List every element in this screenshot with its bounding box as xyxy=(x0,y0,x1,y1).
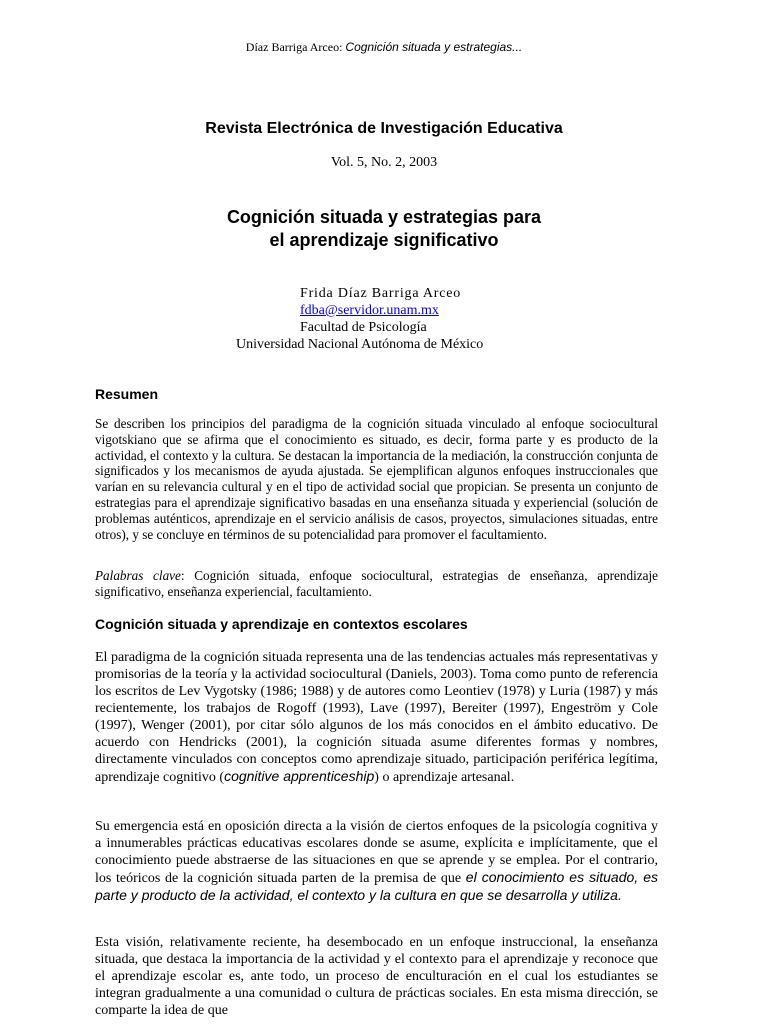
paragraph-1-tail: ) o aprendizaje artesanal. xyxy=(374,770,515,785)
paragraph-2-quote: el conocimiento es situado, es parte y producto de la actividad, el contexto y la cultura en que se desarrolla y utiliza. xyxy=(95,869,658,903)
keywords-paragraph xyxy=(95,568,658,600)
author-email-link[interactable]: fdba@servidor.unam.mx xyxy=(300,303,439,318)
keywords-list: : Cognición situada, enfoque sociocultural, estrategias de enseñanza, aprendizaje significativo, enseñanza experiencial, facultamiento. xyxy=(95,568,658,599)
author-name: Frida Díaz Barriga Arceo xyxy=(300,286,462,301)
section-paragraph-3: Esta visión, relativamente reciente, ha desembocado en un enfoque instruccional, la enseñanza situada, que destaca la importancia de la actividad y el contexto para el aprendizaje y reconoce que el aprendizaje escolar es, ante todo, un proceso de enculturación en el cual los estudiantes se integran gradualmente a una comunidad o cultura de prácticas sociales. En esta misma dirección, se comparte la idea de que xyxy=(95,935,658,1018)
running-head-title: Cognición situada y estrategias... xyxy=(345,40,523,54)
running-head-author: Díaz Barriga Arceo: xyxy=(245,40,343,54)
article-title-line-1: Cognición situada y estrategias para xyxy=(226,207,542,227)
author-faculty: Facultad de Psicología xyxy=(300,320,427,335)
section-paragraph-1 xyxy=(95,649,658,786)
journal-name: Revista Electrónica de Investigación Educativa xyxy=(205,120,563,137)
article-title xyxy=(0,206,768,252)
paragraph-2-text: Su emergencia está en oposición directa a la visión de ciertos enfoques de la psicología cognitiva y a innumerables prácticas educativas escolares donde se asume, explícita e implícitamente, que el conocimiento puede abstraerse de las situaciones en que se aprende y se emplea. Por el contrario, los teóricos de la cognición situada parten de la premisa de que xyxy=(95,819,658,886)
paragraph-1-text: El paradigma de la cognición situada representa una de las tendencias actuales más representativas y promisorias de la teoría y la actividad sociocultural (Daniels, 2003). Toma como punto de referencia los escritos de Lev Vygotsky (1986; 1988) y de autores como Leontiev (1978) y Luria (1987) y más recientemente, los trabajos de Rogoff (1993), Lave (1997), Bereiter (1997), Engeström y Cole (1997), Wenger (2001), por citar sólo algunos de los más conocidos en el ámbito educativo. De acuerdo con Hendricks (2001), la cognición situada asume diferentes formas y nombres, directamente vinculados con conceptos como aprendizaje situado, participación periférica legítima, aprendizaje cognitivo ( xyxy=(95,650,658,785)
abstract-heading: Resumen xyxy=(95,386,159,402)
section-heading: Cognición situada y aprendizaje en contextos escolares xyxy=(95,616,468,632)
section-paragraph-2 xyxy=(95,818,658,905)
paragraph-1-term: cognitive apprenticeship xyxy=(224,768,375,784)
article-title-line-2: el aprendizaje significativo xyxy=(269,230,499,250)
journal-volume: Vol. 5, No. 2, 2003 xyxy=(330,155,438,170)
keywords-label: Palabras clave xyxy=(95,568,181,583)
abstract-body: Se describen los principios del paradigma de la cognición situada vinculado al enfoque sociocultural vigotskiano que se afirma que el conocimiento es situado, es decir, forma parte y es producto de la actividad, el contexto y la cultura. Se destacan la importancia de la mediación, la construcción conjunta de significados y los mecanismos de ayuda ajustada. Se ejemplifican algunos enfoques instruccionales que varían en su relevancia cultural y en el tipo de actividad social que propician. Se presenta un conjunto de estrategias para el aprendizaje significativo basadas en una enseñanza situada y experiencial (solución de problemas auténticos, aprendizaje en el servicio análisis de casos, proyectos, simulaciones situadas, entre otros), y se concluye en términos de su potencialidad para promover el facultamiento. xyxy=(95,416,658,542)
author-university: Universidad Nacional Autónoma de México xyxy=(236,337,484,352)
running-head xyxy=(0,40,768,55)
